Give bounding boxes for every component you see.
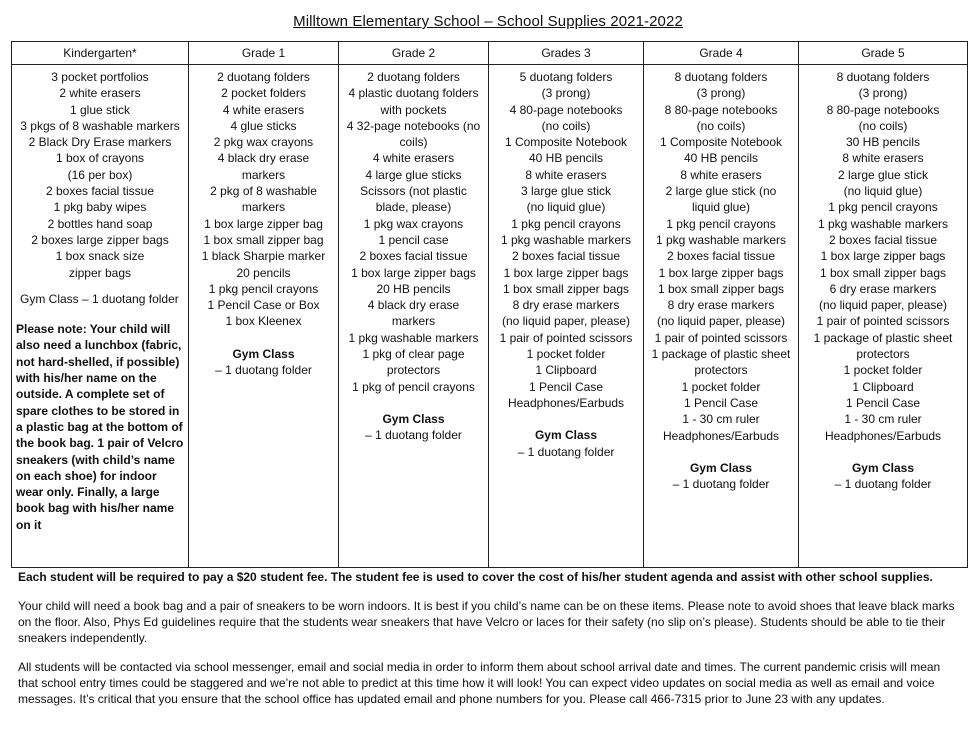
supply-item: 1 box small zipper bags [657,281,785,296]
supply-item: 2 bottles hand soap [47,216,153,231]
supply-item: 1 Pencil Case [683,395,759,410]
gym-class-title: Gym Class [534,428,598,443]
supply-item: 1 glue stick [69,102,131,117]
kindergarten-items [14,69,186,281]
supply-item: blade, please) [375,200,452,215]
supply-item: 8 80-page notebooks [826,102,940,117]
supply-item: 8 white erasers [842,151,924,166]
supply-item: (no liquid glue) [526,200,606,215]
supply-item: 1 pencil case [378,232,449,247]
supply-item: 8 duotang folders [836,70,930,84]
supply-item: 40 HB pencils [683,151,759,166]
supply-item: 8 white erasers [680,167,762,182]
grade-5-cell [799,65,968,568]
supply-item: 1 package of plastic sheet [651,347,791,362]
supply-item: 20 pencils [236,265,291,280]
gym-class-title: Gym Class [382,411,445,426]
supply-item: 1 box Kleenex [225,314,302,329]
supply-item: (no liquid paper, please) [656,314,786,329]
supply-item: 1 Pencil Case [845,395,921,410]
supply-item: 1 Pencil Case or Box [207,298,320,313]
supply-item: markers [391,314,436,329]
supply-item: zipper bags [68,265,132,280]
supply-item: 1 box small zipper bag [203,232,324,247]
supply-item: 1 pkg washable markers [817,216,949,231]
supply-item: (no liquid glue) [843,184,923,199]
supply-item: 2 duotang folders [367,70,460,84]
supply-item: 4 black dry erase [217,151,310,166]
supply-item: 1 pair of pointed scissors [499,330,633,345]
supply-item: 1 black Sharpie marker [201,249,326,264]
supply-item: 2 boxes facial tissue [828,232,938,247]
supply-item: Headphones/Earbuds [662,428,780,443]
supply-item: 1 Clipboard [852,379,914,394]
kindergarten-cell [12,65,189,568]
supply-item: 8 dry erase markers [667,298,775,313]
grade-5-gym [801,460,965,493]
supply-item: 1 pair of pointed scissors [654,330,788,345]
supply-item: Scissors (not plastic [360,184,467,199]
supply-item: (no liquid paper, please) [818,298,948,313]
supply-item: 4 plastic duotang folders [348,86,479,101]
supply-item: 1 pkg pencil crayons [666,216,776,231]
supply-item: 3 large glue stick [520,184,612,199]
supply-item: 8 80-page notebooks [664,102,778,117]
supply-item: 4 glue sticks [230,118,297,133]
supply-item: 30 HB pencils [845,135,921,150]
supply-item: 4 80-page notebooks [509,102,623,117]
supply-item: 4 32-page notebooks (no [346,118,481,133]
supply-item: 1 pkg washable markers [655,232,787,247]
gym-class-item: – 1 duotang folder [365,428,462,443]
supply-item: 20 HB pencils [376,281,451,296]
grade-5-items [801,69,965,444]
supply-item: 4 white erasers [222,102,305,117]
supply-item: markers [241,200,286,215]
supply-item: 2 pkg of 8 washable [210,184,317,199]
supply-item: 1 pocket folder [843,363,923,378]
supply-item: protectors [386,363,441,378]
supply-item: 1 box large zipper bags [351,265,476,280]
grade-2-gym [341,411,486,444]
supply-item: 2 duotang folders [217,70,310,84]
kindergarten-gym-class: Gym Class – 1 duotang folder [20,291,179,306]
header-grade-3: Grades 3 [489,42,644,65]
supply-item: 1 box large zipper bag [204,216,323,231]
supply-item: (3 prong) [541,86,591,101]
supply-item: 1 pkg of clear page [362,347,465,362]
grade-3-cell [489,65,644,568]
supplies-table [11,41,968,568]
grade-4-cell [644,65,799,568]
grade-4-gym [646,460,796,493]
supply-item: protectors [694,363,748,378]
supply-item: 6 dry erase markers [829,281,937,296]
supply-item: 1 pkg pencil crayons [828,200,938,215]
supply-item: 1 pkg baby wipes [53,200,147,215]
grade-3-items [491,69,641,411]
supply-item: 1 pkg pencil crayons [208,281,319,296]
header-grade-2: Grade 2 [339,42,489,65]
supply-item: 1 pocket folder [681,379,761,394]
contact-paragraph: All students will be contacted via school messenger, email and social media in order to inform them about school arrival date and times. The current pandemic crisis will mean that school entry times could be staggered and we’re not able to predict at this time how it will look! You can expect video updates on social media as well as email and voice messages. It’s critical that you ensure that the school office has updated email and phone numbers for you. Please call 466-7315 prior to June 23 with any updates. [18,660,941,706]
supply-item: with pockets [380,102,447,117]
header-grade-1: Grade 1 [189,42,339,65]
supplies-row [12,65,968,568]
gym-class-item: – 1 duotang folder [215,363,312,378]
supply-item: 2 white erasers [59,86,141,101]
supply-item: 1 box large zipper bags [503,265,629,280]
grade-3-gym [491,427,641,460]
supply-item: 1 box small zipper bags [819,265,947,280]
supply-item: Headphones/Earbuds [824,428,942,443]
supply-item: (3 prong) [858,86,908,101]
supply-item: 3 pocket portfolios [51,70,149,84]
supply-item: 1 pkg washable markers [348,330,479,345]
supply-item: protectors [856,347,910,362]
supply-item: 1 box small zipper bags [502,281,630,296]
grade-1-items [191,69,336,330]
supply-item: 4 large glue sticks [365,167,462,182]
gym-class-title: Gym Class [851,460,915,475]
supply-item: 1 pkg wax crayons [363,216,464,231]
gym-class-item: – 1 duotang folder [517,444,615,459]
grade-1-gym [191,346,336,379]
gym-class-title: Gym Class [689,460,753,475]
header-row [12,42,968,65]
supply-item: 2 boxes facial tissue [511,249,621,264]
header-kindergarten: Kindergarten* [12,42,189,65]
supply-item: (3 prong) [696,86,746,101]
supply-item: 1 - 30 cm ruler [844,412,922,427]
book-bag-paragraph: Your child will need a book bag and a pair of sneakers to be worn indoors. It is best if you child’s name can be on these items. Please note to avoid shoes that leave black marks on the floor. Also, Phys Ed guidelines require that the students wear sneakers that have Velcro or laces for their safety (no slip on’s please). Students should be able to tie their sneakers independently. [18,599,955,645]
gym-class-item: – 1 duotang folder [834,477,932,492]
supply-item: 1 Composite Notebook [504,135,628,150]
supply-item: 2 large glue stick [837,167,929,182]
supply-item: 1 pkg of pencil crayons [352,379,475,394]
supply-item: (no liquid paper, please) [501,314,631,329]
grade-2-items [341,69,486,395]
supply-item: 2 boxes facial tissue [666,249,776,264]
supply-item: 1 box large zipper bags [820,249,946,264]
supply-item: 1 box large zipper bags [658,265,784,280]
supply-item: 1 package of plastic sheet [813,330,953,345]
supply-item: 2 boxes large zipper bags [31,232,169,247]
supply-item: (16 per box) [67,167,133,182]
supply-item: 1 box of crayons [55,151,145,166]
header-grade-5: Grade 5 [799,42,968,65]
kindergarten-note: Please note: Your child will also need a lunchbox (fabric, not hard-shelled, if possible) with his/her name on the outside. A complete set of spare clothes to be stored in a plastic bag at the bottom of the book bag. 1 pair of Velcro sneakers (with child’s name on each shoe) for indoor wear only. Finally, a large book bag with his/her name on it [16,322,184,532]
supply-item: 1 pocket folder [526,347,606,362]
supply-item: liquid glue) [691,200,751,215]
supply-item: 2 large glue stick (no [665,184,777,199]
supply-item: 8 duotang folders [674,70,768,84]
grade-2-cell [339,65,489,568]
supply-item: markers [241,167,286,182]
grade-4-items [646,69,796,444]
supply-item: 2 pkg wax crayons [213,135,314,150]
supply-item: 1 pkg pencil crayons [511,216,621,231]
supply-item: (no coils) [541,118,591,133]
supply-item: 2 pocket folders [221,86,306,101]
supply-item: 5 duotang folders [519,70,613,84]
supply-item: (no coils) [858,118,908,133]
gym-class-title: Gym Class [232,346,295,361]
grade-1-cell [189,65,339,568]
supply-item: Headphones/Earbuds [507,395,625,410]
supply-item: 1 Composite Notebook [659,135,783,150]
supply-item: 4 white erasers [372,151,455,166]
supply-item: coils) [399,135,428,150]
notes-section [18,569,963,707]
supply-item: 1 Clipboard [535,363,597,378]
supply-item: (no coils) [696,118,746,133]
supply-item: 1 Pencil Case [528,379,604,394]
gym-class-item: – 1 duotang folder [672,477,770,492]
supply-item: 2 Black Dry Erase markers [28,135,172,150]
supply-item: 1 - 30 cm ruler [682,412,760,427]
supply-item: 1 pkg washable markers [500,232,632,247]
supply-item: 8 white erasers [525,167,607,182]
document-title: Milltown Elementary School – School Supplies 2021-2022 [293,13,683,30]
supply-item: 8 dry erase markers [512,298,620,313]
supply-item: 40 HB pencils [528,151,604,166]
supply-item: 1 box snack size [55,249,145,264]
supply-item: 2 boxes facial tissue [45,184,155,199]
supply-item: 1 pair of pointed scissors [816,314,950,329]
header-grade-4: Grade 4 [644,42,799,65]
supply-item: 2 boxes facial tissue [359,249,468,264]
student-fee-note: Each student will be required to pay a $20 student fee. The student fee is used to cover the cost of his/her student agenda and assist with other school supplies. [18,570,933,584]
supply-item: 3 pkgs of 8 washable markers [20,118,180,133]
supply-item: 4 black dry erase [367,298,460,313]
